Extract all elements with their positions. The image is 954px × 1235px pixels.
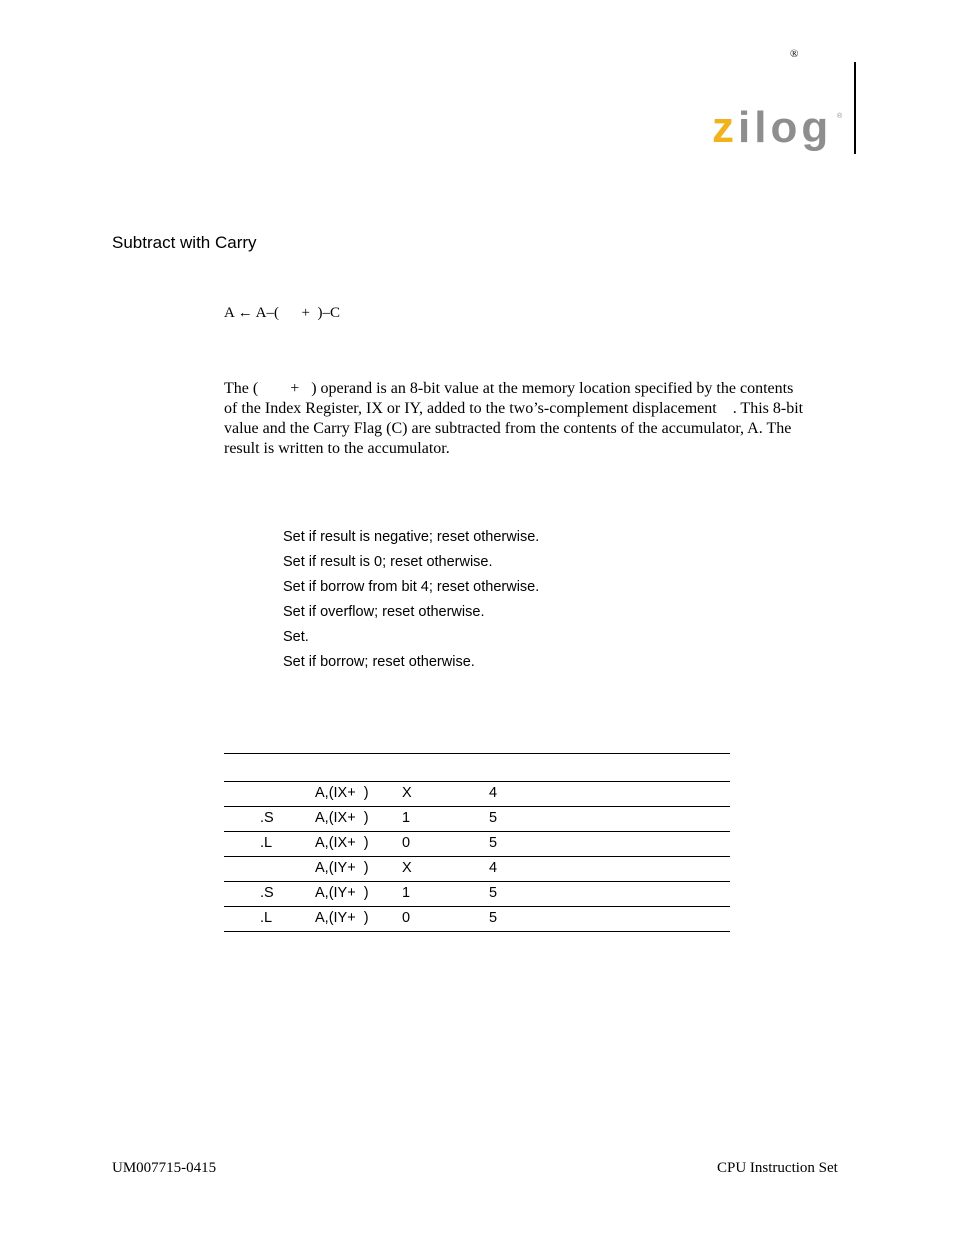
cell-operand: A,(IY+ ): [315, 910, 369, 926]
cell-adl: X: [402, 785, 412, 801]
cell-cycles: 5: [489, 885, 498, 901]
description-line: result is written to the accumulator.: [224, 440, 450, 457]
cell-operand: A,(IX+ ): [315, 785, 369, 801]
table-header: [224, 754, 730, 782]
operation-formula: A ← A–( + )–C: [224, 305, 340, 321]
section-title: Subtract with Carry: [112, 233, 257, 252]
cell-cycles: 4: [489, 785, 498, 801]
cell-cycles: 5: [489, 910, 498, 926]
cell-suffix: .S: [260, 885, 274, 901]
flag-c-description: Set if borrow; reset otherwise.: [283, 654, 475, 670]
cell-cycles: 4: [489, 860, 498, 876]
table-row: [224, 882, 730, 907]
footer-section: CPU Instruction Set: [717, 1160, 838, 1176]
instruction-table: [224, 753, 730, 932]
cell-adl: 0: [402, 835, 411, 851]
condition-flags-list: [283, 528, 539, 678]
cell-adl: X: [402, 860, 412, 876]
cell-suffix: .L: [260, 835, 273, 851]
cell-adl: 1: [402, 885, 411, 901]
cell-cycles: 5: [489, 810, 498, 826]
description-line: of the Index Register, IX or IY, added to the two’s-complement displacement . This 8-bit: [224, 400, 804, 417]
cell-adl: 1: [402, 810, 411, 826]
logo-letters-ilog: ilog: [738, 104, 833, 152]
header-divider: [854, 62, 856, 154]
table-row: [224, 782, 730, 807]
flag-n-description: Set.: [283, 629, 309, 645]
cell-operand: A,(IY+ ): [315, 885, 369, 901]
table-row: [224, 832, 730, 857]
flag-h-description: Set if borrow from bit 4; reset otherwise.: [283, 579, 540, 595]
table-row: [224, 857, 730, 882]
flag-z-description: Set if result is 0; reset otherwise.: [283, 554, 493, 570]
logo-letter-z: z: [712, 104, 738, 152]
registered-mark: ®: [790, 48, 799, 60]
cell-suffix: .L: [260, 910, 273, 926]
footer-doc-number: UM007715-0415: [112, 1160, 217, 1176]
logo-registered-mark: ®: [837, 113, 843, 120]
description-line: value and the Carry Flag (C) are subtracted from the contents of the accumulator, A. The: [224, 420, 792, 437]
flag-pv-description: Set if overflow; reset otherwise.: [283, 604, 485, 620]
cell-operand: A,(IX+ ): [315, 810, 369, 826]
cell-suffix: .S: [260, 810, 274, 826]
svg-text:zilog: [712, 104, 832, 152]
description-paragraph: [224, 379, 838, 459]
flag-s-description: Set if result is negative; reset otherwise.: [283, 529, 540, 545]
cell-adl: 0: [402, 910, 411, 926]
table-row: [224, 907, 730, 932]
cell-cycles: 5: [489, 835, 498, 851]
cell-operand: A,(IY+ ): [315, 860, 369, 876]
zilog-logo: [712, 104, 847, 156]
cell-operand: A,(IX+ ): [315, 835, 369, 851]
table-row: [224, 807, 730, 832]
description-line: The ( + ) operand is an 8-bit value at the memory location specified by the contents: [224, 380, 794, 397]
